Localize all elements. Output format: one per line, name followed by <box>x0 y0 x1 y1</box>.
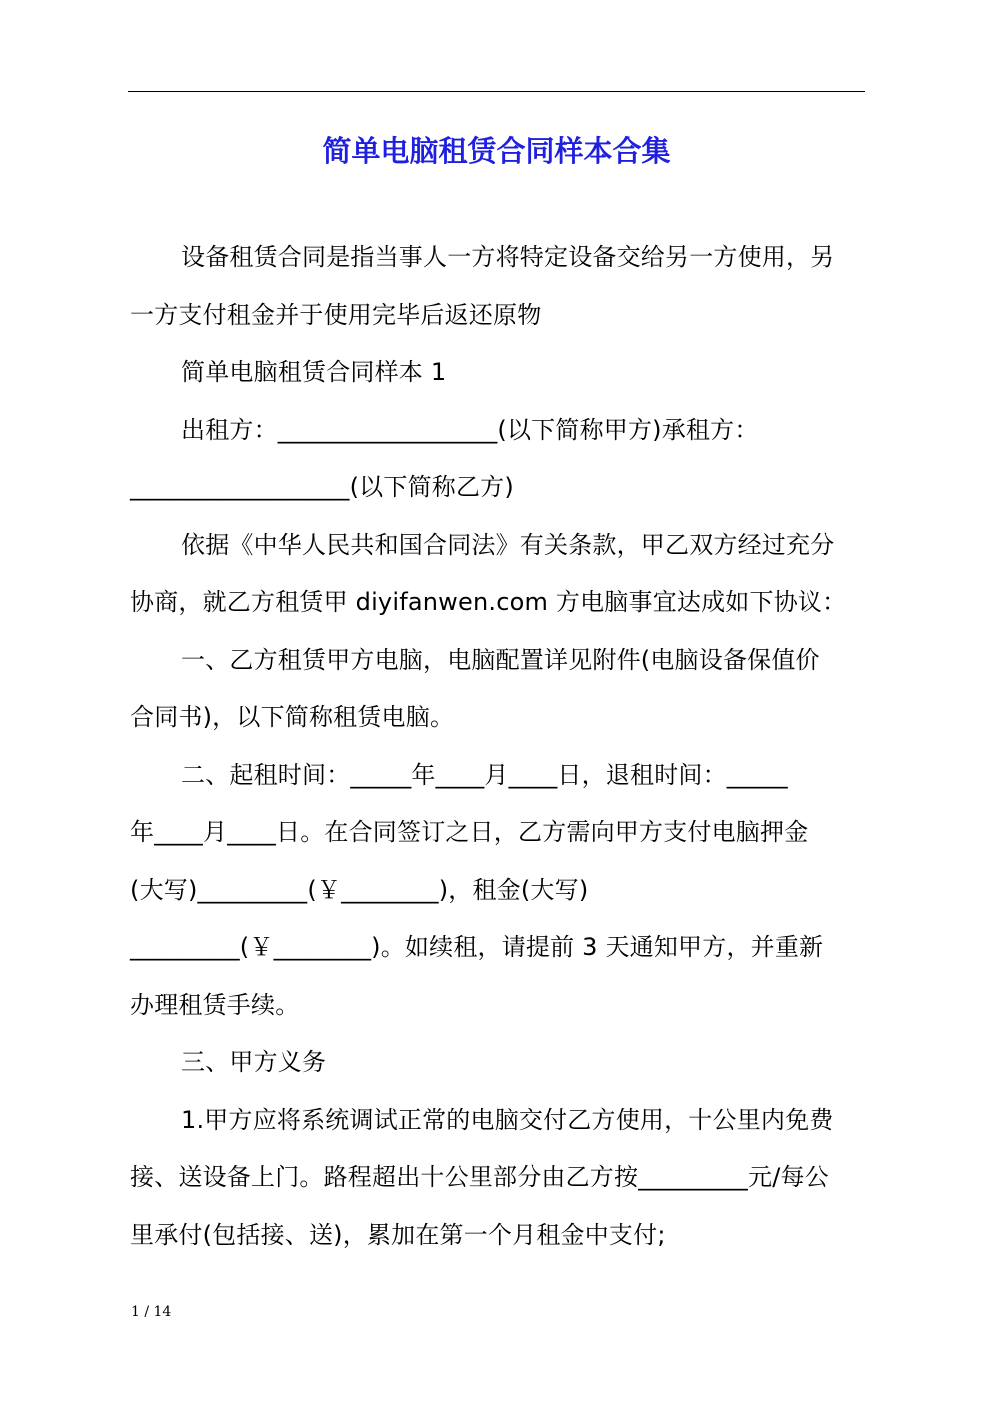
text-line: 二、起租时间：_____年____月____日，退租时间：_____ <box>181 760 788 789</box>
text-line: __________________(以下简称乙方) <box>130 473 514 501</box>
text-line: 一方支付租金并于使用完毕后返还原物 <box>130 300 542 329</box>
text-line: 依据《中华人民共和国合同法》有关条款，甲乙双方经过充分 <box>181 530 835 559</box>
page-number: 1 / 14 <box>131 1304 172 1320</box>
text-line: 年____月____日。在合同签订之日，乙方需向甲方支付电脑押金 <box>130 818 809 846</box>
text-line: 一、乙方租赁甲方电脑，电脑配置详见附件(电脑设备保值价 <box>181 645 820 674</box>
document-body <box>130 229 860 1264</box>
text-line: 接、送设备上门。路程超出十公里部分由乙方按_________元/每公 <box>130 1163 829 1191</box>
text-line: 办理租赁手续。 <box>130 990 300 1019</box>
header-rule <box>128 91 865 92</box>
text-line: 出租方：__________________(以下简称甲方)承租方： <box>181 415 759 444</box>
text-line: 协商，就乙方租赁甲 diyifanwen.com 方电脑事宜达成如下协议： <box>130 588 847 616</box>
text-line: _________(￥________)。如续租，请提前 3 天通知甲方，并重新 <box>130 933 824 961</box>
text-line: 简单电脑租赁合同样本 1 <box>181 358 447 386</box>
document-title: 简单电脑租赁合同样本合集 <box>322 134 671 168</box>
text-line: 里承付(包括接、送)，累加在第一个月租金中支付; <box>130 1220 666 1249</box>
text-line: 三、甲方义务 <box>181 1048 327 1076</box>
text-line: 1.甲方应将系统调试正常的电脑交付乙方使用，十公里内免费 <box>181 1105 834 1134</box>
text-line: 设备租赁合同是指当事人一方将特定设备交给另一方使用，另 <box>181 243 835 271</box>
text-line: 合同书)，以下简称租赁电脑。 <box>130 703 455 731</box>
text-line: (大写)_________(￥________)，租金(大写) <box>130 875 589 904</box>
